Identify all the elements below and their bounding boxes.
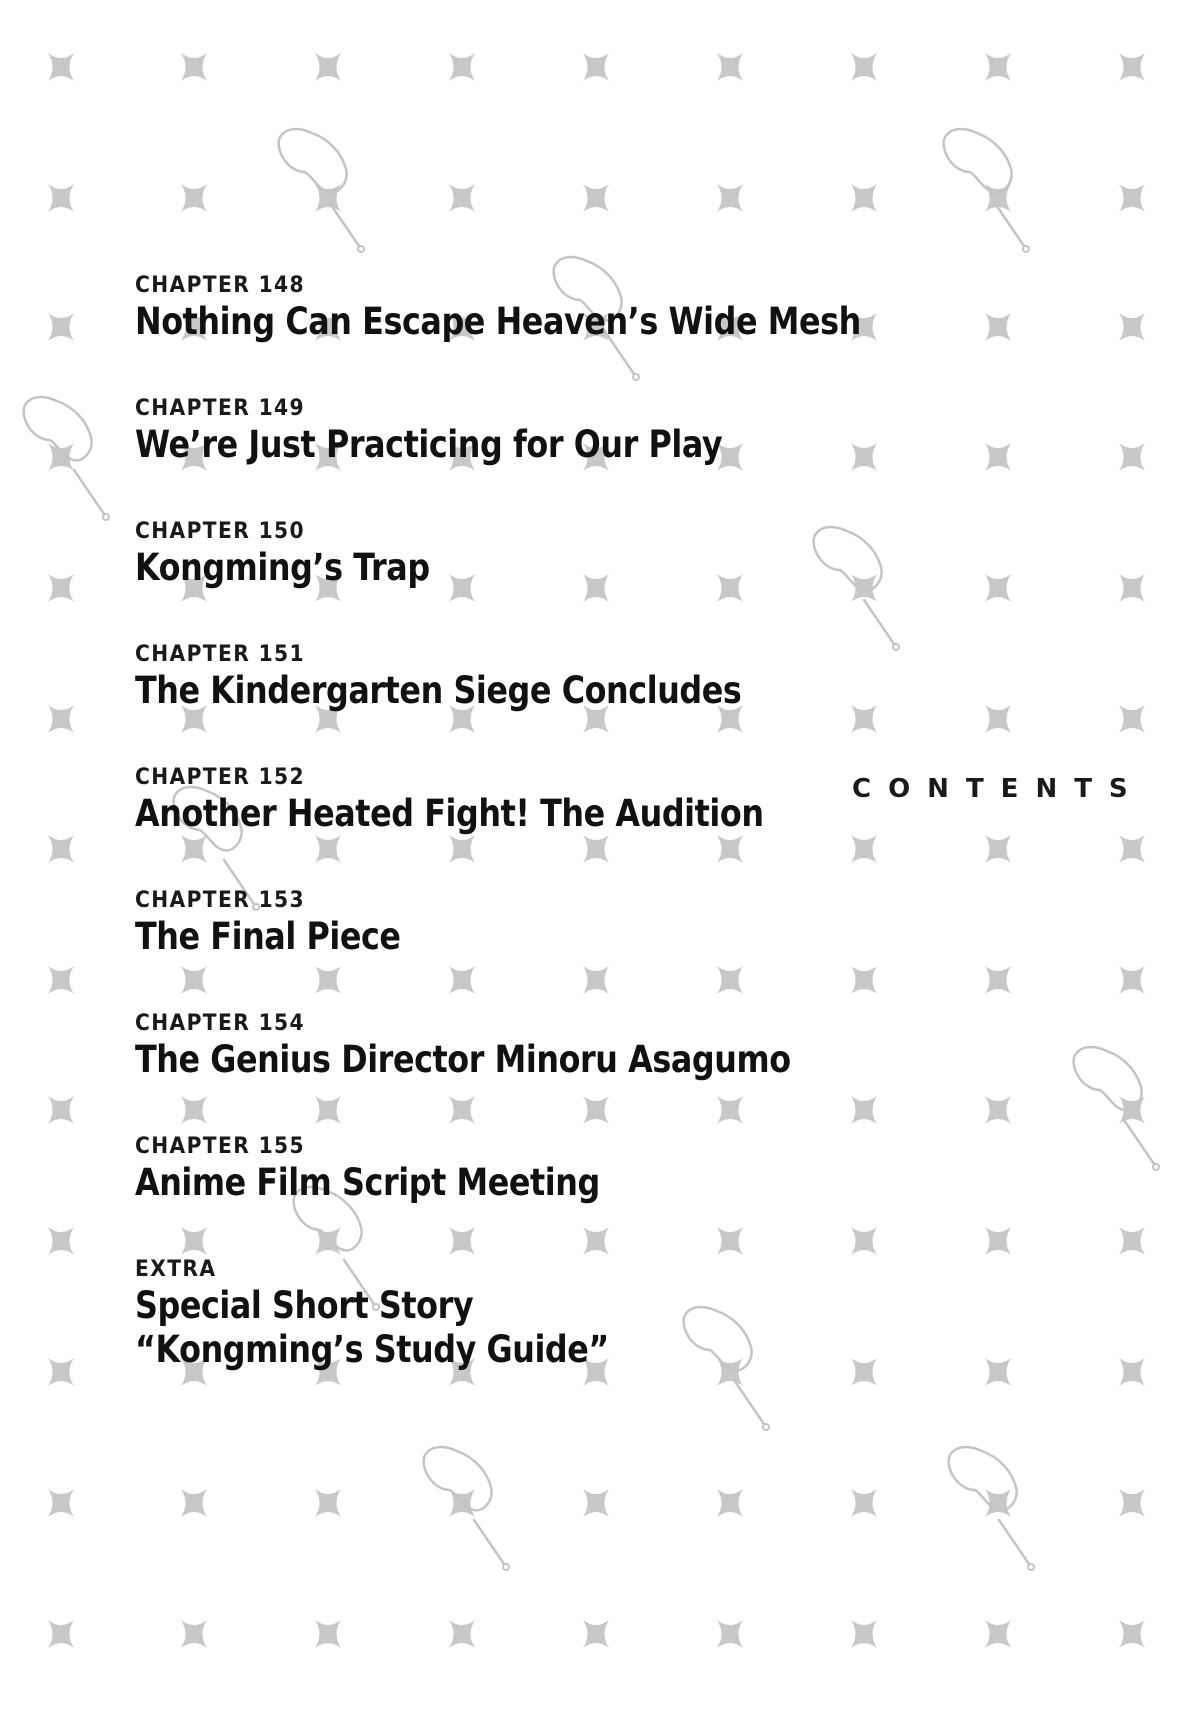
star-icon: [315, 53, 341, 81]
star-icon: [1119, 574, 1145, 602]
star-icon: [985, 1227, 1011, 1255]
star-icon: [449, 184, 475, 212]
toc-entry-extra: [135, 1256, 895, 1379]
chapter-number: CHAPTER 154: [135, 1011, 305, 1036]
star-icon: [1119, 184, 1145, 212]
star-icon: [583, 1489, 609, 1517]
feather-fan-icon: [941, 1432, 1034, 1570]
star-icon: [717, 53, 743, 81]
toc-entry-chapter-150: [135, 518, 895, 641]
star-icon: [1119, 1489, 1145, 1517]
chapter-number: CHAPTER 152: [135, 765, 305, 790]
chapter-number: CHAPTER 148: [135, 273, 305, 298]
chapter-number: CHAPTER 150: [135, 519, 305, 544]
chapter-title: Anime Film Script Meeting: [135, 1161, 600, 1204]
chapter-title: Nothing Can Escape Heaven’s Wide Mesh: [135, 300, 861, 343]
star-icon: [851, 1620, 877, 1648]
toc-entry-chapter-148: [135, 272, 895, 395]
star-icon: [315, 1489, 341, 1517]
star-icon: [449, 1620, 475, 1648]
table-of-contents: [135, 272, 895, 1379]
star-icon: [985, 705, 1011, 733]
star-icon: [985, 1620, 1011, 1648]
toc-entry-chapter-153: [135, 887, 895, 1010]
star-icon: [1119, 1620, 1145, 1648]
star-icon: [181, 53, 207, 81]
star-icon: [315, 1620, 341, 1648]
star-icon: [985, 835, 1011, 863]
chapter-title: The Genius Director Minoru Asagumo: [135, 1038, 791, 1081]
toc-entry-chapter-154: [135, 1010, 895, 1133]
star-icon: [48, 1096, 74, 1124]
star-icon: [1119, 443, 1145, 471]
star-icon: [48, 1358, 74, 1386]
star-icon: [1119, 313, 1145, 341]
star-icon: [48, 313, 74, 341]
chapter-number: CHAPTER 155: [135, 1134, 305, 1159]
chapter-title: Kongming’s Trap: [135, 546, 430, 589]
star-icon: [48, 966, 74, 994]
star-icon: [985, 1358, 1011, 1386]
star-icon: [583, 53, 609, 81]
star-icon: [48, 443, 74, 471]
feather-fan-icon: [936, 114, 1029, 252]
star-icon: [181, 1620, 207, 1648]
star-icon: [717, 184, 743, 212]
star-icon: [1119, 53, 1145, 81]
star-icon: [1119, 835, 1145, 863]
star-icon: [985, 574, 1011, 602]
chapter-title: We’re Just Practicing for Our Play: [135, 423, 723, 466]
feather-fan-icon: [1066, 1032, 1159, 1170]
star-icon: [48, 1489, 74, 1517]
star-icon: [851, 184, 877, 212]
star-icon: [315, 184, 341, 212]
star-icon: [48, 835, 74, 863]
toc-entry-chapter-149: [135, 395, 895, 518]
star-icon: [985, 53, 1011, 81]
chapter-number: CHAPTER 151: [135, 642, 305, 667]
extra-label: EXTRA: [135, 1257, 217, 1282]
star-icon: [48, 574, 74, 602]
toc-entry-chapter-151: [135, 641, 895, 764]
chapter-number: CHAPTER 153: [135, 888, 305, 913]
star-icon: [48, 1227, 74, 1255]
star-icon: [985, 443, 1011, 471]
feather-fan-icon: [271, 114, 364, 252]
star-icon: [48, 705, 74, 733]
star-icon: [985, 1096, 1011, 1124]
star-icon: [1119, 1358, 1145, 1386]
chapter-title: The Final Piece: [135, 915, 401, 958]
extra-title: Special Short Story: [135, 1284, 474, 1327]
star-icon: [985, 966, 1011, 994]
star-icon: [583, 184, 609, 212]
star-icon: [48, 53, 74, 81]
star-icon: [181, 1489, 207, 1517]
extra-subtitle: “Kongming’s Study Guide”: [135, 1328, 609, 1371]
star-icon: [48, 1620, 74, 1648]
star-icon: [1119, 966, 1145, 994]
star-icon: [985, 313, 1011, 341]
star-icon: [1119, 1227, 1145, 1255]
chapter-title: Another Heated Fight! The Audition: [135, 792, 764, 835]
star-icon: [181, 184, 207, 212]
star-icon: [851, 1489, 877, 1517]
chapter-title: The Kindergarten Siege Concludes: [135, 669, 742, 712]
contents-heading: CONTENTS: [852, 774, 1145, 804]
toc-entry-chapter-155: [135, 1133, 895, 1256]
star-icon: [717, 1620, 743, 1648]
star-icon: [449, 53, 475, 81]
star-icon: [717, 1489, 743, 1517]
chapter-number: CHAPTER 149: [135, 396, 305, 421]
star-icon: [851, 53, 877, 81]
star-icon: [1119, 705, 1145, 733]
toc-entry-chapter-152: [135, 764, 895, 887]
star-icon: [48, 184, 74, 212]
star-icon: [583, 1620, 609, 1648]
